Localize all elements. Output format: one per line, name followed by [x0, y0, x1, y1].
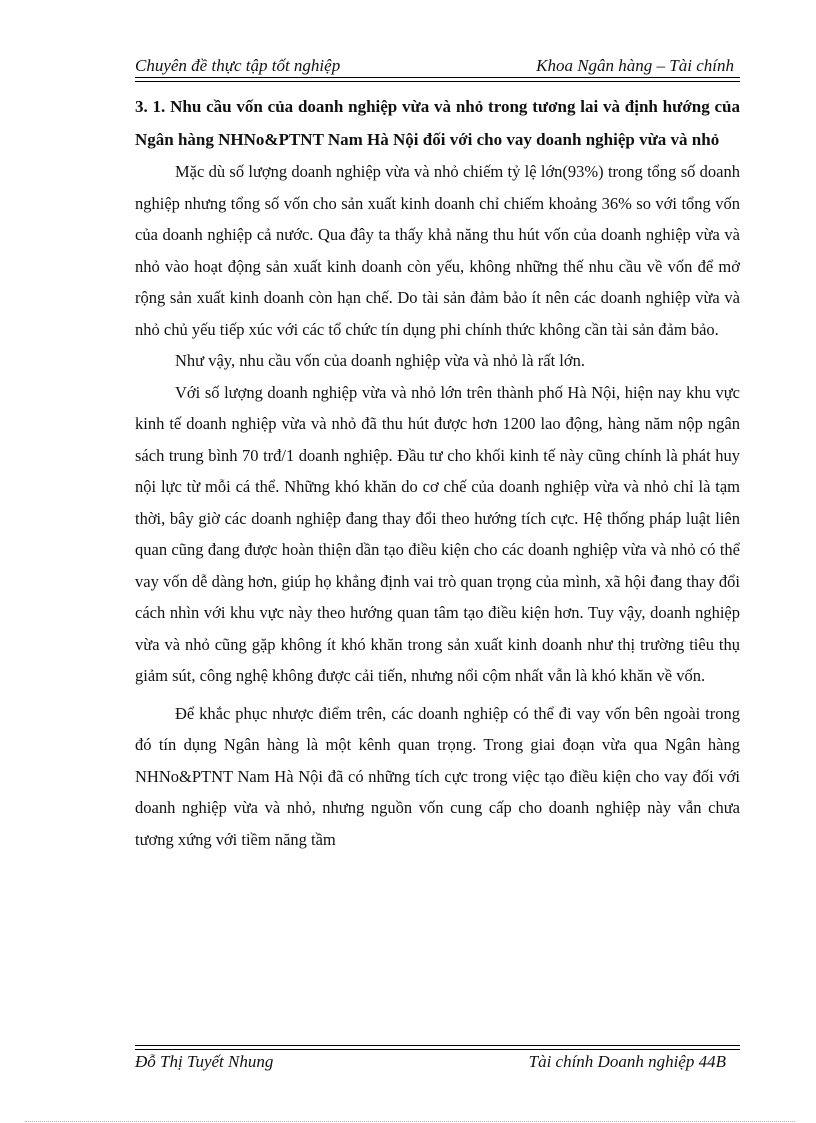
header-rule-thin — [135, 81, 740, 82]
section-heading: 3. 1. Nhu cầu vốn của doanh nghiệp vừa và nhỏ trong tương lai và định hướng của Ngân hàng NHNo&PTNT Nam Hà Nội đối với cho vay doanh nghiệp vừa và nhỏ — [135, 97, 740, 149]
header-document-type: Chuyên đề thực tập tốt nghiệp — [135, 56, 341, 75]
footer-rule-thin — [135, 1045, 740, 1046]
paragraph-2: Như vậy, nhu cầu vốn của doanh nghiệp vừa và nhỏ là rất lớn. — [175, 351, 585, 370]
page-edge — [25, 1121, 795, 1122]
paragraph-3: Với số lượng doanh nghiệp vừa và nhỏ lớn trên thành phố Hà Nội, hiện nay khu vực kinh tế doanh nghiệp vừa và nhỏ đã thu hút được hơn 1200 lao động, hàng năm nộp ngân sách trung bình 70 trđ/1 doanh nghiệp. Đầu tư cho khối kinh tế này cũng chính là phát huy nội lực từ mỗi cá thể. Những khó khăn do cơ chế của doanh nghiệp vừa và nhỏ chỉ là tạm thời, bây giờ các doanh nghiệp đang thay đổi theo hướng tích cực. Hệ thống pháp luật liên quan cũng đang được hoàn thiện dần tạo điều kiện cho các doanh nghiệp vừa và nhỏ có thể vay vốn dễ dàng hơn, giúp họ khẳng định vai trò quan trọng của mình, xã hội đang thay đổi cách nhìn với khu vực này theo hướng quan tâm tạo điều kiện hơn. Tuy vậy, doanh nghiệp vừa và nhỏ cũng gặp không ít khó khăn trong sản xuất kinh doanh như thị trường tiêu thụ giảm sút, công nghệ không được cải tiến, nhưng nổi cộm nhất vẫn là khó khăn về vốn. — [135, 382, 740, 685]
footer-rule — [135, 1049, 740, 1050]
paragraph-1: Mặc dù số lượng doanh nghiệp vừa và nhỏ chiếm tỷ lệ lớn(93%) trong tổng số doanh nghiệp nhưng tổng số vốn cho sản xuất kinh doanh chỉ chiếm khoảng 36% so với tổng vốn của doanh nghiệp cả nước. Qua đây ta thấy khả năng thu hút vốn của doanh nghiệp vừa và nhỏ vào hoạt động sản xuất kinh doanh còn yếu, không những thế nhu cầu về vốn để mở rộng sản xuất kinh doanh còn hạn chế. Do tài sản đảm bảo ít nên các doanh nghiệp vừa và nhỏ chủ yếu tiếp xúc với các tổ chức tín dụng phi chính thức không cần tài sản đảm bảo. — [135, 162, 740, 339]
paragraph-4: Để khắc phục nhược điểm trên, các doanh nghiệp có thể đi vay vốn bên ngoài trong đó tín dụng Ngân hàng là một kênh quan trọng. Trong giai đoạn vừa qua Ngân hàng NHNo&PTNT Nam Hà Nội đã có những tích cực trong việc tạo điều kiện cho vay đối với doanh nghiệp vừa và nhỏ, nhưng nguồn vốn cung cấp cho doanh nghiệp này vẫn chưa tương xứng với tiềm năng tầm — [135, 703, 740, 849]
header-rule — [135, 77, 740, 78]
footer-class: Tài chính Doanh nghiệp 44B — [528, 1052, 726, 1071]
footer-author: Đỗ Thị Tuyết Nhung — [135, 1052, 274, 1071]
page-footer — [135, 1051, 740, 1073]
header-department: Khoa Ngân hàng – Tài chính — [536, 56, 734, 75]
page-body — [135, 90, 740, 855]
page-header — [135, 55, 740, 77]
